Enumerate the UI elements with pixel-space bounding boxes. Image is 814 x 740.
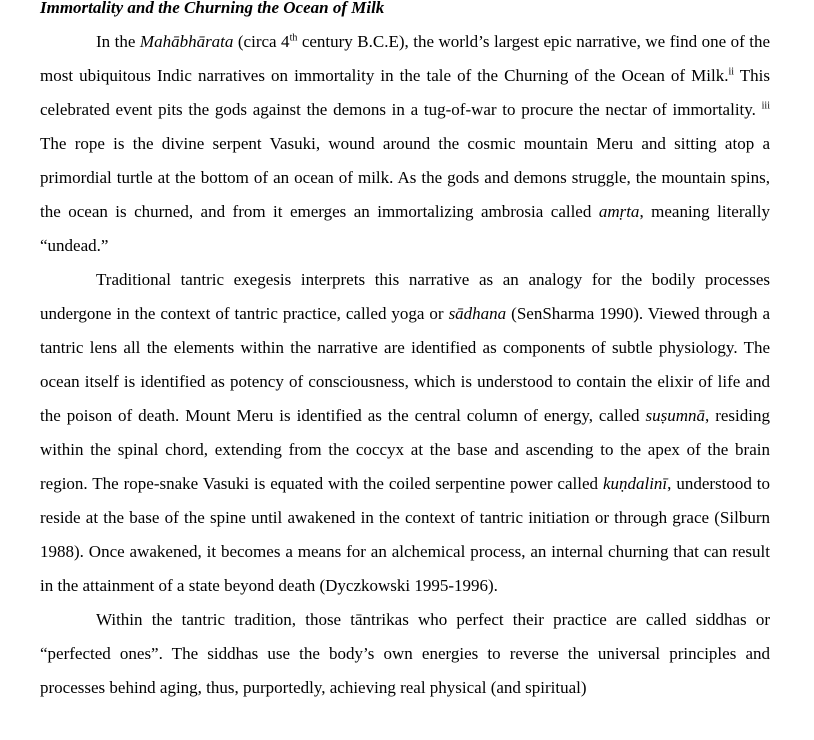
footnote-ref: ii (728, 66, 735, 78)
text-run: This celebrated event pits the gods against the demons in a tug-of-war to procure the nectar of immortality. (40, 66, 770, 119)
text-run: , understood to reside at the base of the spine until awakened in the context of tantric initiation or through grace (Silburn 1988). Once awakened, it becomes a means for an alchemical process, an internal churning that can result in the attainment of a state beyond death (Dyczkowski 1995-1996). (40, 474, 770, 595)
paragraph (40, 25, 770, 263)
paragraph (40, 603, 770, 705)
text-run: In the (96, 32, 140, 51)
italic-term: amṛta (598, 202, 640, 221)
italic-term: sādhana (448, 304, 507, 323)
text-run: , residing within the spinal chord, extending from the coccyx at the base and ascending to the apex of the brain region. The rope-snake Vasuki is equated with the coiled serpentine power called (40, 406, 770, 493)
italic-term: Mahābhārata (139, 32, 234, 51)
text-run: The rope is the divine serpent Vasuki, wound around the cosmic mountain Meru and sitting atop a primordial turtle at the bottom of an ocean of milk. As the gods and demons struggle, the mountain spins, the ocean is churned, and from it emerges an immortalizing ambrosia called (40, 134, 770, 221)
text-run: (SenSharma 1990). Viewed through a tantric lens all the elements within the narrative are identified as components of subtle physiology. The ocean itself is identified as potency of consciousness, which is understood to contain the elixir of life and the poison of death. Mount Meru is identified as the central column of energy, called (40, 304, 770, 425)
ordinal-suffix: th (289, 32, 298, 44)
text-run: Traditional tantric exegesis interprets this narrative as an analogy for the bodily processes undergone in the context of tantric practice, called yoga or (40, 270, 770, 323)
text-run: Within the tantric tradition, those tāntrikas who perfect their practice are called siddhas or “perfected ones”. The siddhas use the body’s own energies to reverse the universal principles and processes behind aging, thus, purportedly, achieving real physical (and spiritual) (40, 610, 770, 697)
paragraph (40, 263, 770, 603)
text-run: century B.C.E), the world’s largest epic narrative, we find one of the most ubiquitous Indic narratives on immortality in the tale of the Churning of the Ocean of Milk. (40, 32, 771, 85)
text-run: , meaning literally “undead.” (40, 202, 770, 255)
footnote-ref: iii (761, 100, 770, 112)
italic-term: suṣumnā (645, 406, 705, 425)
document-title: Immortality and the Churning the Ocean of Milk (40, 0, 385, 17)
italic-term: kuṇdalinī (602, 474, 668, 493)
text-run: (circa 4 (233, 32, 290, 51)
